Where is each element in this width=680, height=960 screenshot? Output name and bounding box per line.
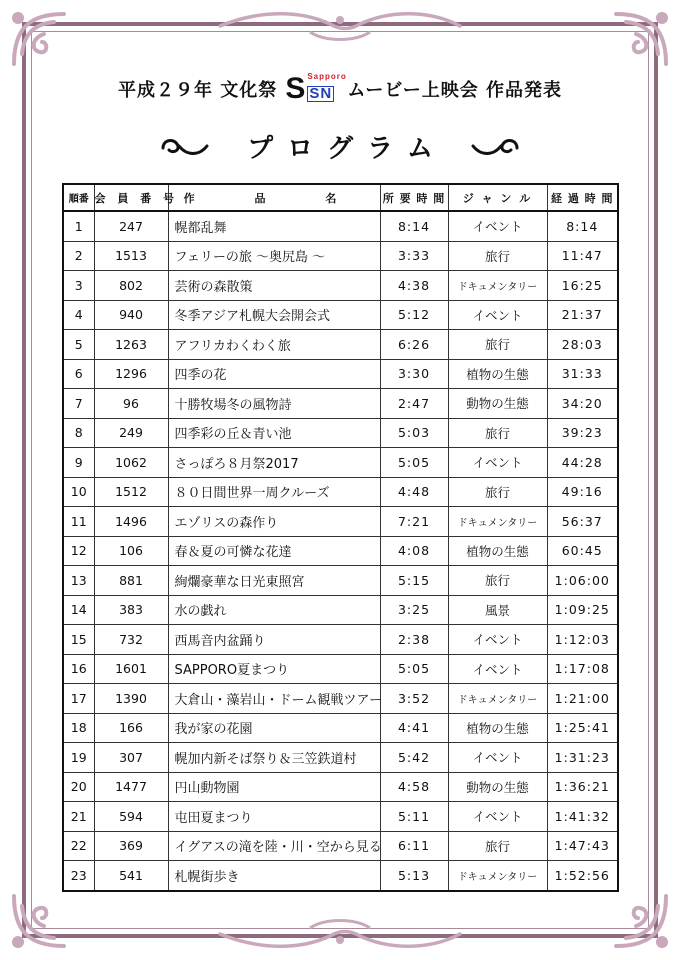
- cell-genre: ドキュメンタリー: [448, 684, 547, 714]
- cell-elapsed: 1:41:32: [547, 802, 618, 832]
- cell-title: 芸術の森散策: [168, 271, 380, 301]
- cell-elapsed: 21:37: [547, 300, 618, 330]
- cell-elapsed: 16:25: [547, 271, 618, 301]
- logo-sn-letters: SN: [309, 85, 333, 102]
- cell-elapsed: 1:25:41: [547, 713, 618, 743]
- cell-elapsed: 60:45: [547, 536, 618, 566]
- cell-member-number: 940: [94, 300, 168, 330]
- cell-elapsed: 1:12:03: [547, 625, 618, 655]
- cell-title: 西馬音内盆踊り: [168, 625, 380, 655]
- cell-title: 札幌街歩き: [168, 861, 380, 891]
- cell-member-number: 383: [94, 595, 168, 625]
- cell-duration: 4:41: [380, 713, 448, 743]
- cell-elapsed: 31:33: [547, 359, 618, 389]
- cell-order: 18: [63, 713, 94, 743]
- cell-member-number: 249: [94, 418, 168, 448]
- cell-order: 22: [63, 831, 94, 861]
- cell-title: 冬季アジア札幌大会開会式: [168, 300, 380, 330]
- cell-order: 13: [63, 566, 94, 596]
- cell-elapsed: 8:14: [547, 211, 618, 241]
- cell-member-number: 1513: [94, 241, 168, 271]
- page-header: [0, 72, 680, 106]
- cell-genre: ドキュメンタリー: [448, 271, 547, 301]
- cell-duration: 4:48: [380, 477, 448, 507]
- cell-genre: 風景: [448, 595, 547, 625]
- cell-duration: 5:42: [380, 743, 448, 773]
- cell-order: 12: [63, 536, 94, 566]
- cell-duration: 3:33: [380, 241, 448, 271]
- header-title-right: ムービー上映会 作品発表: [347, 80, 562, 101]
- cell-member-number: 1390: [94, 684, 168, 714]
- cell-member-number: 1263: [94, 330, 168, 360]
- cell-member-number: 1062: [94, 448, 168, 478]
- cell-genre: 植物の生態: [448, 536, 547, 566]
- cell-elapsed: 44:28: [547, 448, 618, 478]
- cell-genre: 植物の生態: [448, 713, 547, 743]
- table-row: [63, 211, 618, 241]
- cell-order: 10: [63, 477, 94, 507]
- cell-member-number: 541: [94, 861, 168, 891]
- cell-duration: 5:03: [380, 418, 448, 448]
- cell-genre: 動物の生態: [448, 772, 547, 802]
- logo-sapporo-text: Sapporo: [307, 72, 347, 81]
- cell-member-number: 1601: [94, 654, 168, 684]
- cell-duration: 2:47: [380, 389, 448, 419]
- cell-order: 6: [63, 359, 94, 389]
- table-row: [63, 477, 618, 507]
- cell-genre: 旅行: [448, 566, 547, 596]
- cell-genre: 旅行: [448, 831, 547, 861]
- swirl-ornament-right-icon: [469, 134, 521, 158]
- cell-title: 水の戯れ: [168, 595, 380, 625]
- cell-genre: 旅行: [448, 241, 547, 271]
- cell-genre: 植物の生態: [448, 359, 547, 389]
- cell-order: 14: [63, 595, 94, 625]
- cell-title: 十勝牧場冬の風物詩: [168, 389, 380, 419]
- table-row: [63, 300, 618, 330]
- cell-title: 幌都乱舞: [168, 211, 380, 241]
- top-center-ornament: [200, 6, 480, 46]
- table-row: [63, 536, 618, 566]
- cell-title: フェリーの旅 ～奥尻島 ～: [168, 241, 380, 271]
- cell-member-number: 369: [94, 831, 168, 861]
- cell-genre: ドキュメンタリー: [448, 861, 547, 891]
- cell-title: 絢爛豪華な日光東照宮: [168, 566, 380, 596]
- table-row: [63, 271, 618, 301]
- cell-order: 17: [63, 684, 94, 714]
- table-row: [63, 831, 618, 861]
- table-body: [63, 211, 618, 891]
- cell-genre: イベント: [448, 654, 547, 684]
- cell-title: 大倉山・藻岩山・ドーム観戦ツアー: [168, 684, 380, 714]
- cell-duration: 3:30: [380, 359, 448, 389]
- cell-order: 11: [63, 507, 94, 537]
- cell-duration: 8:14: [380, 211, 448, 241]
- column-header-member-number: 会 員 番 号: [94, 184, 168, 211]
- cell-elapsed: 39:23: [547, 418, 618, 448]
- table-row: [63, 684, 618, 714]
- cell-duration: 6:26: [380, 330, 448, 360]
- table-row: [63, 861, 618, 891]
- table-row: [63, 595, 618, 625]
- cell-order: 1: [63, 211, 94, 241]
- cell-order: 9: [63, 448, 94, 478]
- cell-member-number: 1512: [94, 477, 168, 507]
- cell-order: 20: [63, 772, 94, 802]
- cell-elapsed: 1:47:43: [547, 831, 618, 861]
- table-row: [63, 772, 618, 802]
- cell-title: 四季彩の丘＆青い池: [168, 418, 380, 448]
- cell-genre: 動物の生態: [448, 389, 547, 419]
- cell-genre: イベント: [448, 625, 547, 655]
- cell-duration: 6:11: [380, 831, 448, 861]
- cell-title: イグアスの滝を陸・川・空から見る: [168, 831, 380, 861]
- cell-duration: 7:21: [380, 507, 448, 537]
- cell-elapsed: 1:31:23: [547, 743, 618, 773]
- cell-title: さっぽろ８月祭2017: [168, 448, 380, 478]
- cell-member-number: 307: [94, 743, 168, 773]
- swirl-ornament-left-icon: [159, 134, 211, 158]
- cell-genre: 旅行: [448, 418, 547, 448]
- table-row: [63, 654, 618, 684]
- cell-title: 屯田夏まつり: [168, 802, 380, 832]
- cell-elapsed: 34:20: [547, 389, 618, 419]
- column-header-title: 作 品 名: [168, 184, 380, 211]
- cell-duration: 5:05: [380, 448, 448, 478]
- table-row: [63, 448, 618, 478]
- cell-genre: イベント: [448, 300, 547, 330]
- cell-duration: 3:52: [380, 684, 448, 714]
- cell-title: 幌加内新そば祭り＆三笠鉄道村: [168, 743, 380, 773]
- table-row: [63, 713, 618, 743]
- table-row: [63, 507, 618, 537]
- logo-s-letter: S: [285, 72, 307, 105]
- cell-title: 我が家の花園: [168, 713, 380, 743]
- cell-duration: 2:38: [380, 625, 448, 655]
- cell-title: 春＆夏の可憐な花達: [168, 536, 380, 566]
- cell-duration: 4:08: [380, 536, 448, 566]
- header-title-left: 平成２９年 文化祭: [118, 80, 278, 101]
- cell-member-number: 881: [94, 566, 168, 596]
- ssn-logo: [285, 72, 347, 106]
- cell-genre: イベント: [448, 743, 547, 773]
- cell-member-number: 594: [94, 802, 168, 832]
- cell-genre: 旅行: [448, 477, 547, 507]
- cell-elapsed: 28:03: [547, 330, 618, 360]
- cell-order: 15: [63, 625, 94, 655]
- table-header-row: [63, 184, 618, 211]
- cell-order: 5: [63, 330, 94, 360]
- cell-title: 円山動物園: [168, 772, 380, 802]
- table-row: [63, 389, 618, 419]
- cell-order: 4: [63, 300, 94, 330]
- cell-duration: 5:11: [380, 802, 448, 832]
- program-heading: [0, 126, 680, 166]
- cell-order: 2: [63, 241, 94, 271]
- table-row: [63, 625, 618, 655]
- cell-order: 21: [63, 802, 94, 832]
- cell-elapsed: 1:06:00: [547, 566, 618, 596]
- column-header-order: 順番: [63, 184, 94, 211]
- cell-order: 19: [63, 743, 94, 773]
- cell-duration: 5:15: [380, 566, 448, 596]
- cell-member-number: 732: [94, 625, 168, 655]
- cell-member-number: 802: [94, 271, 168, 301]
- cell-duration: 5:13: [380, 861, 448, 891]
- cell-title: SAPPORO夏まつり: [168, 654, 380, 684]
- column-header-duration: 所 要 時 間: [380, 184, 448, 211]
- column-header-elapsed: 経 過 時 間: [547, 184, 618, 211]
- cell-elapsed: 11:47: [547, 241, 618, 271]
- cell-genre: ドキュメンタリー: [448, 507, 547, 537]
- cell-elapsed: 1:09:25: [547, 595, 618, 625]
- program-title: プログラム: [247, 133, 447, 164]
- cell-member-number: 247: [94, 211, 168, 241]
- cell-order: 23: [63, 861, 94, 891]
- column-header-genre: ジ ャ ン ル: [448, 184, 547, 211]
- cell-title: アフリカわくわく旅: [168, 330, 380, 360]
- cell-elapsed: 1:17:08: [547, 654, 618, 684]
- table-row: [63, 359, 618, 389]
- table-row: [63, 802, 618, 832]
- cell-title: ８０日間世界一周クルーズ: [168, 477, 380, 507]
- cell-elapsed: 1:21:00: [547, 684, 618, 714]
- cell-duration: 3:25: [380, 595, 448, 625]
- cell-title: エゾリスの森作り: [168, 507, 380, 537]
- cell-elapsed: 49:16: [547, 477, 618, 507]
- cell-member-number: 1496: [94, 507, 168, 537]
- cell-genre: イベント: [448, 448, 547, 478]
- cell-member-number: 166: [94, 713, 168, 743]
- cell-duration: 5:12: [380, 300, 448, 330]
- table-row: [63, 566, 618, 596]
- cell-title: 四季の花: [168, 359, 380, 389]
- cell-duration: 4:58: [380, 772, 448, 802]
- program-table: [62, 183, 619, 892]
- cell-genre: イベント: [448, 802, 547, 832]
- cell-elapsed: 1:52:56: [547, 861, 618, 891]
- cell-member-number: 96: [94, 389, 168, 419]
- cell-order: 7: [63, 389, 94, 419]
- table-row: [63, 330, 618, 360]
- cell-order: 8: [63, 418, 94, 448]
- cell-elapsed: 1:36:21: [547, 772, 618, 802]
- cell-genre: イベント: [448, 211, 547, 241]
- table-row: [63, 743, 618, 773]
- cell-elapsed: 56:37: [547, 507, 618, 537]
- table-row: [63, 418, 618, 448]
- cell-member-number: 1477: [94, 772, 168, 802]
- cell-order: 3: [63, 271, 94, 301]
- bottom-center-ornament: [200, 914, 480, 954]
- cell-member-number: 106: [94, 536, 168, 566]
- cell-member-number: 1296: [94, 359, 168, 389]
- table-row: [63, 241, 618, 271]
- cell-genre: 旅行: [448, 330, 547, 360]
- cell-duration: 5:05: [380, 654, 448, 684]
- cell-order: 16: [63, 654, 94, 684]
- cell-duration: 4:38: [380, 271, 448, 301]
